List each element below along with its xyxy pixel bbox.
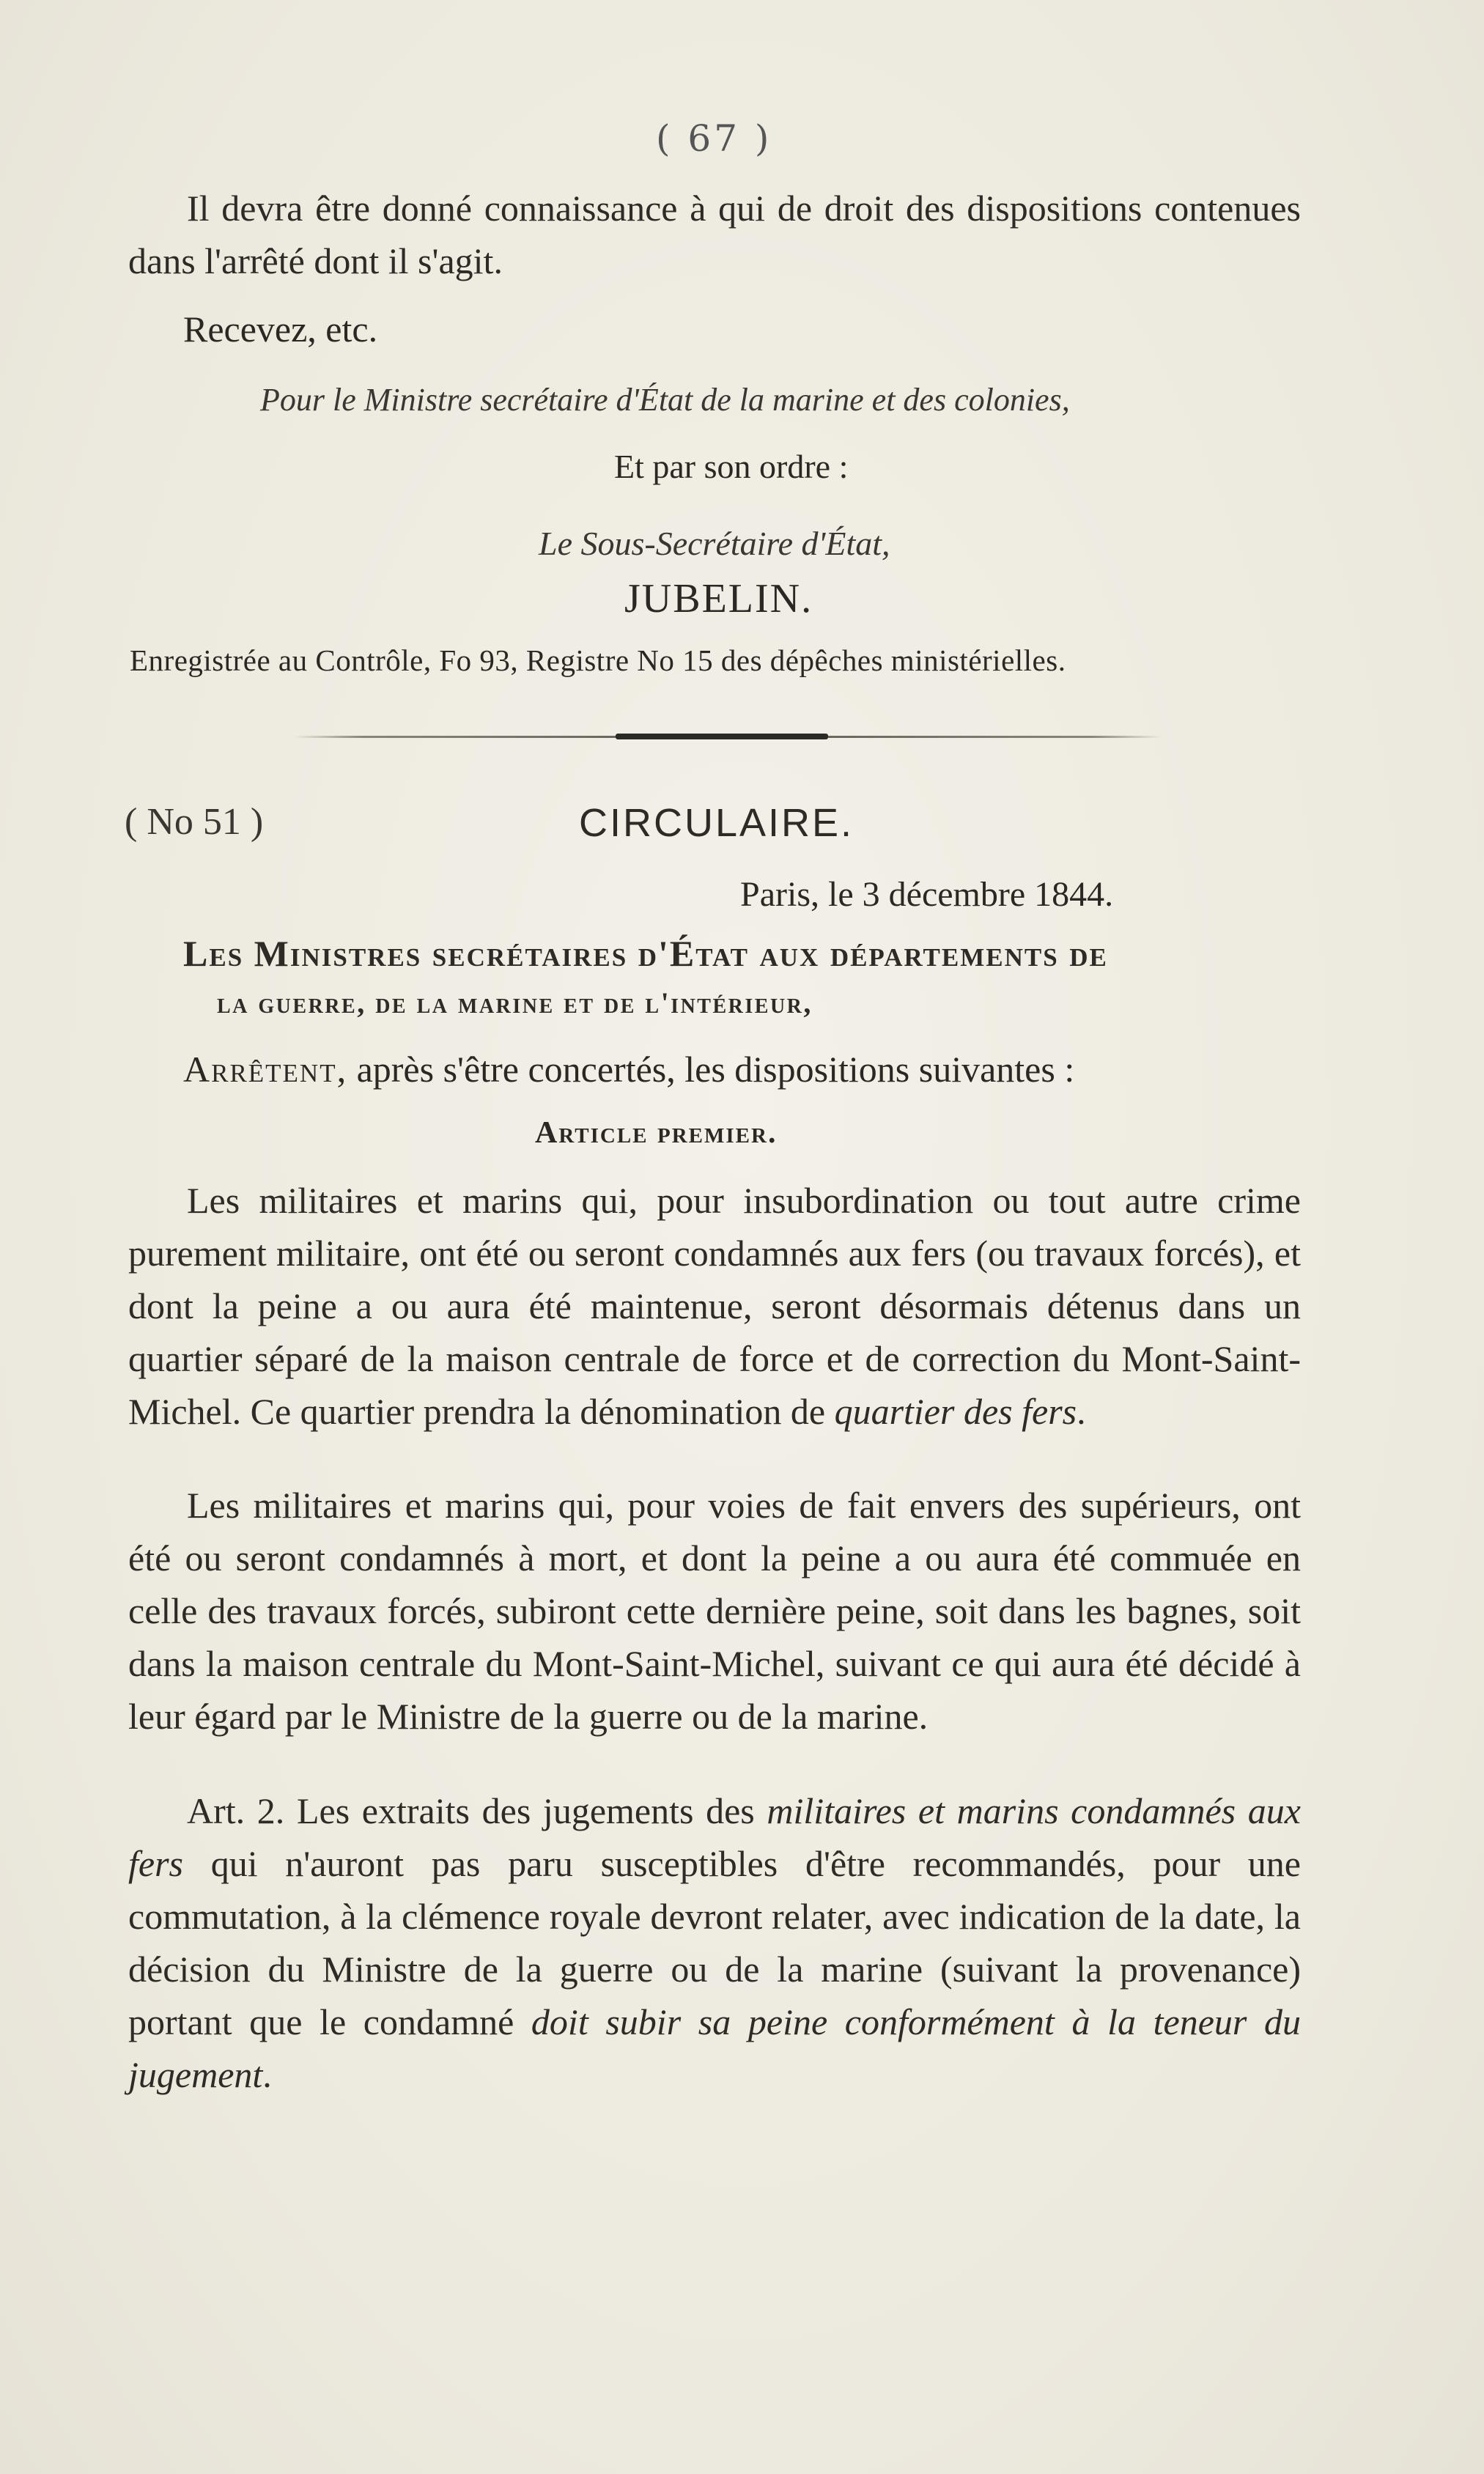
article-heading: Article premier.	[535, 1116, 778, 1150]
article2-text-b: qui n'auront pas paru susceptibles d'être recommandés, pour une commutation, à la clémence royale devront relater, avec indication de la date, la décision du Ministre de la guerre ou de la marine (suivant la provenance) portant que le condamné	[128, 1843, 1301, 2042]
article1-paragraph2: Les militaires et marins qui, pour voies de fait envers des supérieurs, ont été ou seront condamnés à mort, et dont la peine a ou aura été commuée en celle des travaux forcés, subiront cette dernière peine, soit dans les bagnes, soit dans la maison centrale du Mont-Saint-Michel, suivant ce qui aura été décidé à leur égard par le Ministre de la guerre ou de la marine.	[128, 1485, 1301, 1737]
page-number: ( 67 )	[656, 117, 772, 160]
article2-end: .	[262, 2054, 272, 2095]
decree-verb: Arrêtent,	[183, 1049, 348, 1090]
signatory-title: Pour le Ministre secrétaire d'État de la marine et des colonies,	[260, 382, 1070, 418]
closing-formula: Recevez, etc.	[183, 309, 378, 350]
ministers-heading-line1: Les Ministres secrétaires d'État aux départements de	[183, 933, 1108, 974]
section-divider-center	[616, 734, 828, 739]
article1-paragraph1	[128, 1174, 1301, 1438]
decree-intro	[183, 1048, 1074, 1090]
ministers-heading-line2: la guerre, de la marine et de l'intérieur,	[217, 986, 813, 1019]
registration-note: Enregistrée au Contrôle, Fo 93, Registre No 15 des dépêches ministérielles.	[130, 643, 1066, 677]
circular-number: ( No 51 )	[125, 801, 264, 843]
under-secretary-title: Le Sous-Secrétaire d'État,	[539, 525, 890, 562]
article2-text-a: Art. 2. Les extraits des jugements des	[187, 1790, 767, 1831]
article1-paragraph1-end: .	[1077, 1391, 1086, 1432]
place-and-date: Paris, le 3 décembre 1844.	[740, 875, 1114, 914]
intro-paragraph: Il devra être donné connaissance à qui de droit des dispositions contenues dans l'arrêté dont il s'agit.	[128, 188, 1301, 281]
decree-intro-text: après s'être concertés, les dispositions suivantes :	[347, 1049, 1075, 1090]
article1-paragraph1-text: Les militaires et marins qui, pour insubordination ou tout autre crime purement militaire, ont été ou seront condamnés aux fers (ou travaux forcés), et dont la peine a ou aura été maintenue, seront désormais détenus dans un quartier séparé de la maison centrale de force et de correction du Mont-Saint-Michel. Ce quartier prendra la dénomination de	[128, 1180, 1301, 1432]
signature-name: JUBELIN.	[624, 576, 813, 621]
circular-heading: CIRCULAIRE.	[579, 801, 854, 845]
article2-italic-2: doit subir sa peine conformément à la teneur du jugement	[128, 2001, 1301, 2095]
article1-paragraph1-italic: quartier des fers	[834, 1391, 1077, 1432]
by-order-line: Et par son ordre :	[614, 448, 849, 485]
article2-paragraph	[128, 1784, 1301, 2101]
article2-italic-1: militaires et marins condamnés aux fers	[128, 1790, 1301, 1884]
